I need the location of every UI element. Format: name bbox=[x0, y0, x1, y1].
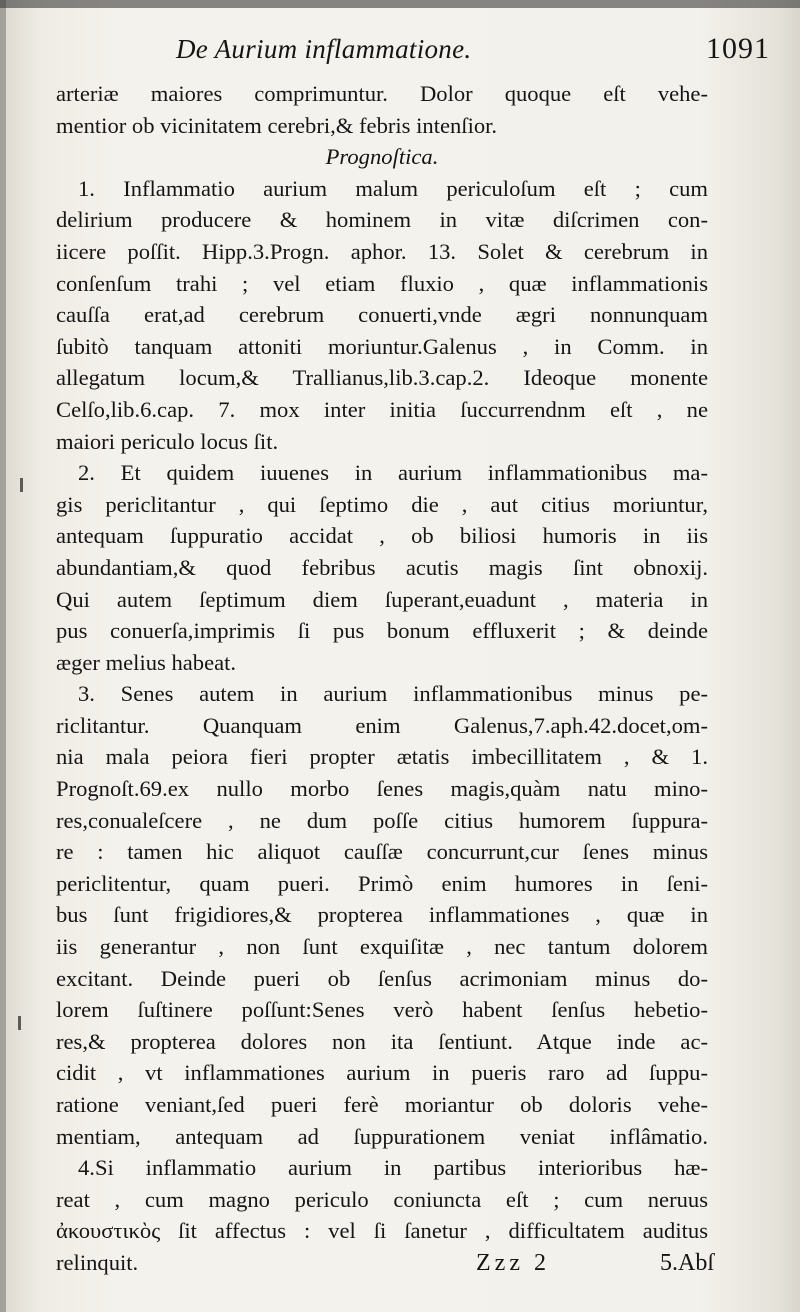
body-text bbox=[56, 78, 708, 1279]
running-title: De Aurium inflammatione. bbox=[176, 34, 472, 64]
catchword: 5.Abſ bbox=[660, 1250, 714, 1276]
text-line: æger melius habeat. bbox=[56, 649, 237, 675]
text-line: bus ſunt frigidiores,& propterea inflammationes , quæ in bbox=[56, 902, 708, 928]
text-line: res,& propterea dolores non ita ſentiunt. Atque inde ac- bbox=[56, 1028, 708, 1054]
section-heading: Prognoſtica. bbox=[325, 144, 439, 170]
page-footer bbox=[56, 1250, 714, 1286]
text-line: conſenſum trahi ; vel etiam fluxio , quæ inflammationis bbox=[56, 270, 708, 296]
scan-left-edge bbox=[0, 0, 6, 1312]
text-line: Celſo,lib.6.cap. 7. mox inter initia ſuccurrendnm eſt , ne bbox=[56, 396, 708, 422]
text-line: reat , cum magno periculo coniuncta eſt ; cum neruus bbox=[56, 1186, 708, 1212]
text-line: riclitantur. Quanquam enim Galenus,7.aph.42.docet,om- bbox=[56, 712, 708, 738]
margin-mark bbox=[20, 478, 23, 492]
margin-mark bbox=[18, 1016, 21, 1030]
text-line: antequam ſuppuratio accidat , ob biliosi humoris in iis bbox=[56, 523, 708, 549]
text-line: pus conuerſa,imprimis ſi pus bonum effluxerit ; & deinde bbox=[56, 618, 708, 644]
text-line: arteriæ maiores comprimuntur. Dolor quoque eſt vehe- bbox=[56, 81, 708, 106]
signature-mark: Zzz 2 bbox=[476, 1250, 550, 1276]
text-line: periclitentur, quam pueri. Primò enim humores in ſeni- bbox=[56, 870, 708, 896]
text-line: ratione veniant,ſed pueri ferè moriantur ob doloris vehe- bbox=[56, 1092, 708, 1117]
text-line: delirium producere & hominem in vitæ diſcrimen con- bbox=[56, 207, 708, 233]
page-header bbox=[58, 30, 770, 74]
text-line: 3. Senes autem in aurium inflammationibus minus pe- bbox=[78, 681, 708, 707]
text-line: ἀκουστικὸς ſit affectus : vel ſi ſanetur , difficultatem auditus bbox=[56, 1218, 708, 1244]
text-line: Qui autem ſeptimum diem ſuperant,euadunt , materia in bbox=[56, 586, 708, 612]
text-line: excitant. Deinde pueri ob ſenſus acrimoniam minus do- bbox=[56, 965, 708, 991]
text-line: cidit , vt inflammationes aurium in pueris raro ad ſuppu- bbox=[56, 1060, 708, 1086]
text-line: lorem ſuſtinere poſſunt:Senes verò habent ſenſus hebetio- bbox=[56, 997, 708, 1023]
text-line: mentior ob vicinitatem cerebri,& febris intenſior. bbox=[56, 112, 498, 138]
text-line: 2. Et quidem iuuenes in aurium inflammationibus ma- bbox=[78, 460, 708, 486]
scan-top-edge bbox=[0, 0, 800, 8]
page-number: 1091 bbox=[706, 32, 770, 65]
text-line: abundantiam,& quod febribus acutis magis ſint obnoxij. bbox=[56, 554, 708, 580]
text-line: nia mala peiora fieri propter ætatis imbecillitatem , & 1. bbox=[56, 744, 708, 770]
text-line: res,conualeſcere , ne dum poſſe citius humorem ſuppura- bbox=[56, 807, 708, 833]
text-line: mentiam, antequam ad ſuppurationem veniat inflâmatio. bbox=[56, 1123, 708, 1149]
text-line: 4.Si inflammatio aurium in partibus interioribus hæ- bbox=[78, 1155, 708, 1181]
text-line: Prognoſt.69.ex nullo morbo ſenes magis,quàm natu mino- bbox=[56, 776, 708, 802]
text-line: allegatum locum,& Trallianus,lib.3.cap.2. Ideoque monente bbox=[56, 365, 708, 391]
text-line: relinquit. bbox=[56, 1249, 139, 1275]
text-line: ſubitò tanquam attoniti moriuntur.Galenus , in Comm. in bbox=[56, 333, 708, 359]
text-line: 1. Inflammatio aurium malum periculoſum eſt ; cum bbox=[78, 175, 708, 201]
text-line: cauſſa erat,ad cerebrum conuerti,vnde ægri nonnunquam bbox=[56, 302, 708, 328]
text-line: re : tamen hic aliquot cauſſæ concurrunt,cur ſenes minus bbox=[56, 839, 708, 865]
text-line: iis generantur , non ſunt exquiſitæ , nec tantum dolorem bbox=[56, 934, 708, 960]
text-line: gis periclitantur , qui ſeptimo die , aut citius moriuntur, bbox=[56, 491, 708, 517]
text-line: maiori periculo locus ſit. bbox=[56, 428, 279, 454]
text-line: iicere poſſit. Hipp.3.Progn. aphor. 13. Solet & cerebrum in bbox=[56, 238, 708, 264]
